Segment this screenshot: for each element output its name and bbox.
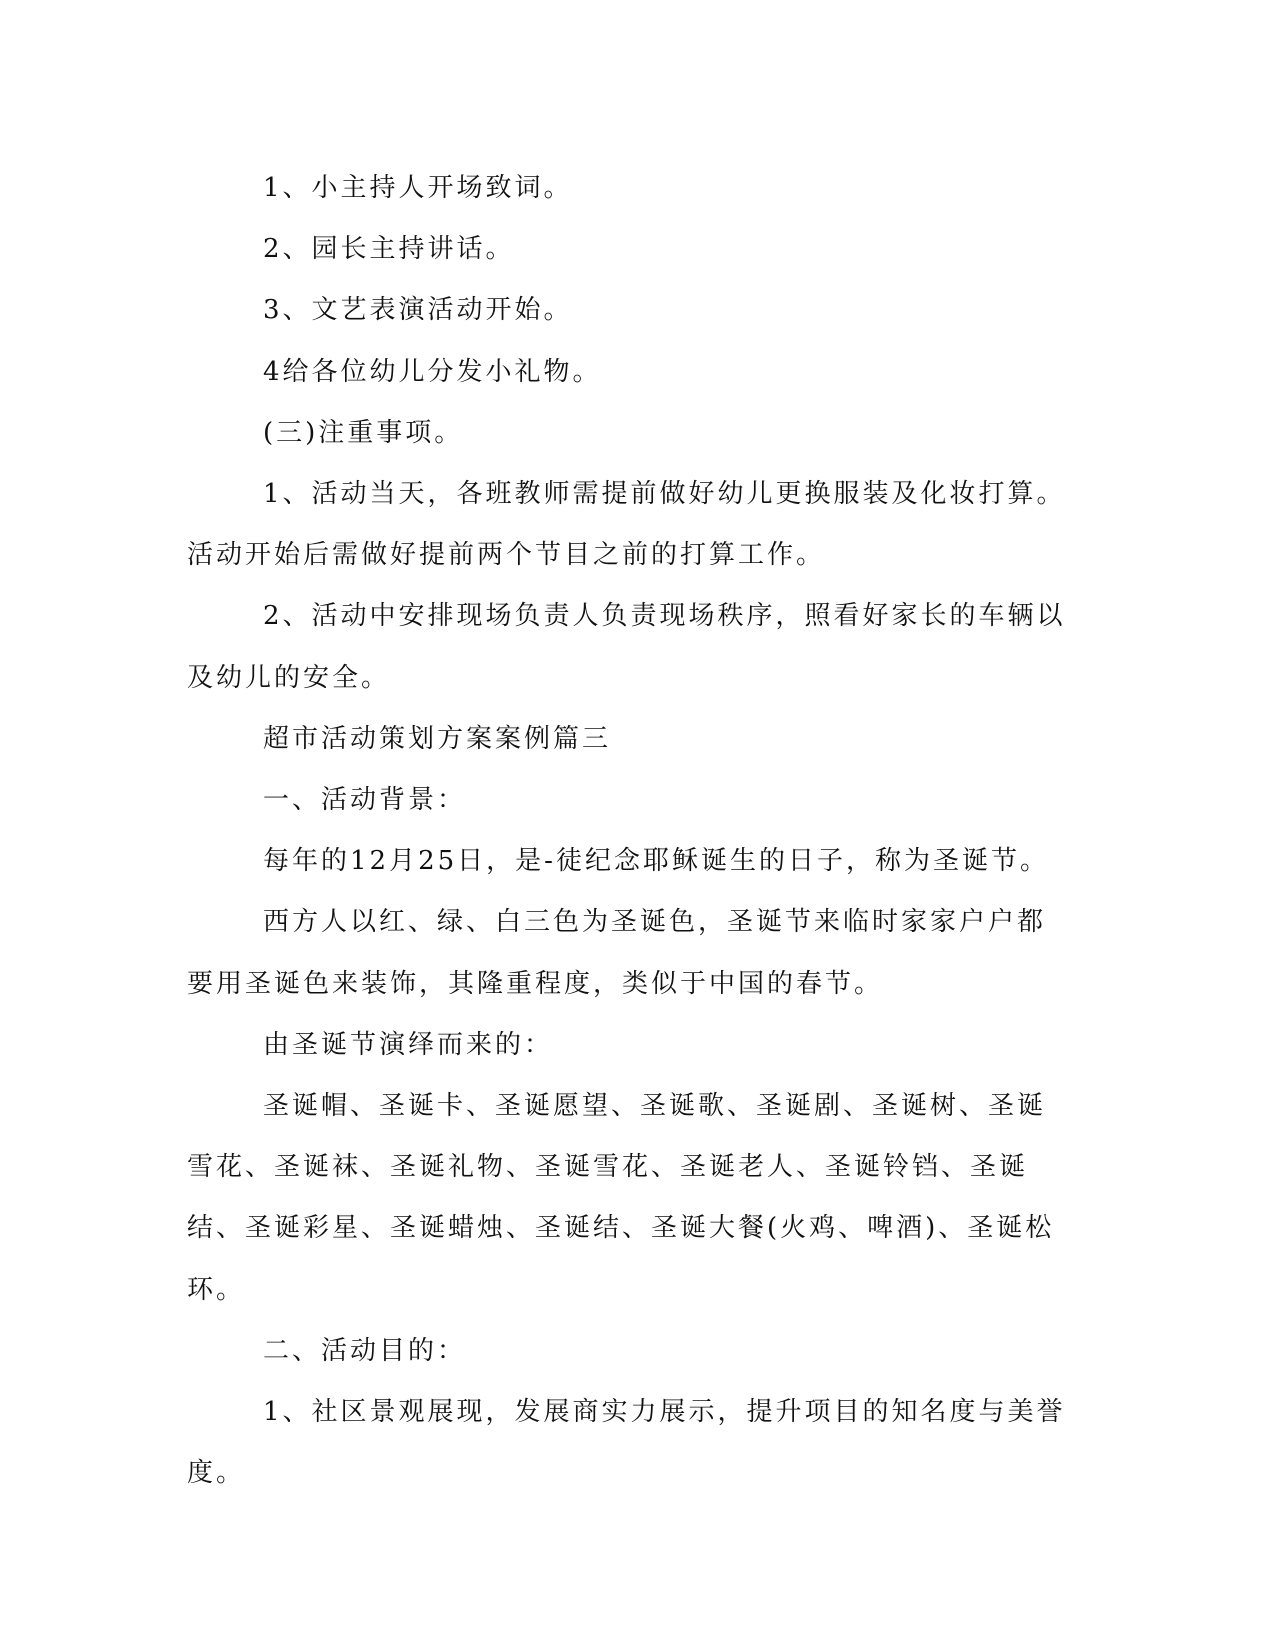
paragraph-note-1: 1、活动当天，各班教师需提前做好幼儿更换服装及化妆打算。活动开始后需做好提前两个节目之前的打算工作。 [187, 479, 1066, 571]
paragraph-background-3: 由圣诞节演绎而来的： [263, 1029, 554, 1060]
paragraph-purpose-1: 1、社区景观展现，发展商实力展示，提升项目的知名度与美誉度。 [187, 1397, 1066, 1489]
paragraph-step-1: 1、小主持人开场致词。 [263, 173, 573, 203]
section-heading-notes: (三)注重事项。 [263, 417, 464, 448]
paragraph-note-2: 2、活动中安排现场负责人负责现场秩序，照看好家长的车辆以及幼儿的安全。 [187, 601, 1066, 693]
paragraph-christmas-items: 圣诞帽、圣诞卡、圣诞愿望、圣诞歌、圣诞剧、圣诞树、圣诞雪花、圣诞袜、圣诞礼物、圣诞雪花、圣诞老人、圣诞铃铛、圣诞结、圣诞彩星、圣诞蜡烛、圣诞结、圣诞大餐(火鸡、啤酒)、圣诞松环。 [187, 1091, 1055, 1305]
paragraph-step-3: 3、文艺表演活动开始。 [263, 295, 573, 326]
paragraph-background-1: 每年的12月25日，是-徒纪念耶稣诞生的日子，称为圣诞节。 [263, 846, 1049, 877]
section-heading-purpose: 二、活动目的： [263, 1335, 467, 1366]
paragraph-step-4: 4给各位幼儿分发小礼物。 [263, 356, 602, 387]
document-body [187, 158, 1067, 1504]
paragraph-background-2: 西方人以红、绿、白三色为圣诞色，圣诞节来临时家家户户都要用圣诞色来装饰，其隆重程度，类似于中国的春节。 [187, 907, 1047, 999]
section-heading-background: 一、活动背景： [263, 785, 467, 816]
paragraph-step-2: 2、园长主持讲话。 [263, 234, 515, 265]
article-title: 超市活动策划方案案例篇三 [263, 723, 612, 754]
